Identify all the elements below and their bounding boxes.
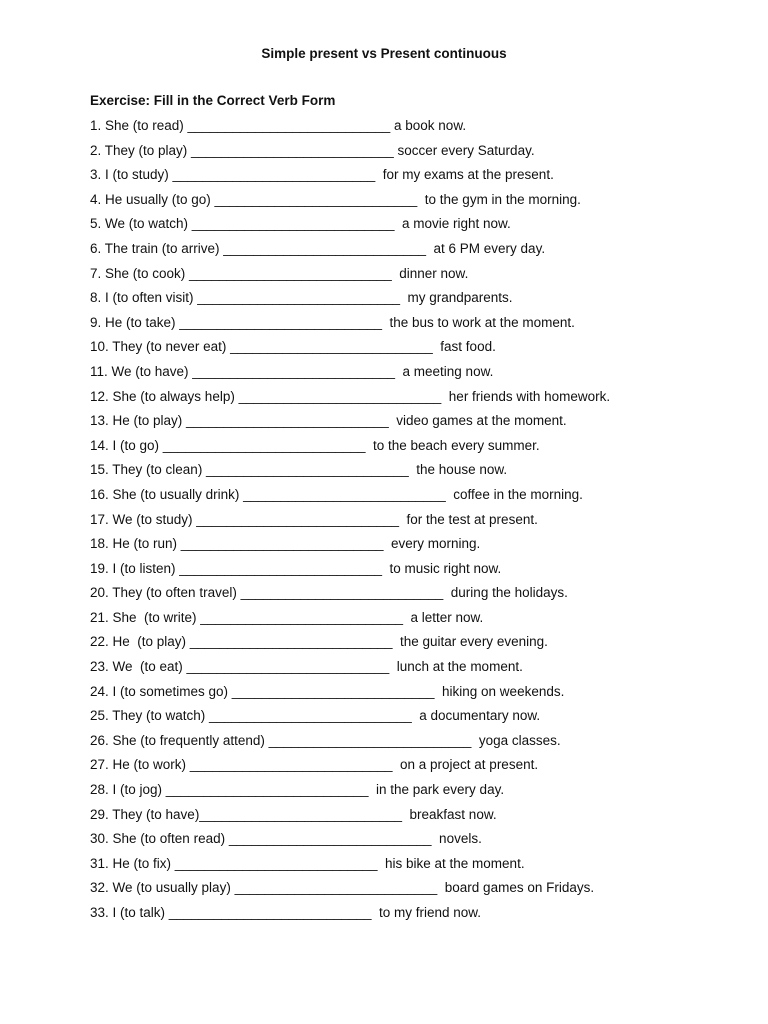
exercise-item: 23. We (to eat) ___________________________ lunch at the moment.	[90, 659, 523, 675]
exercise-item: 24. I (to sometimes go) ___________________________ hiking on weekends.	[90, 683, 565, 699]
exercise-item: 4. He usually (to go) ___________________________ to the gym in the morning.	[90, 191, 581, 207]
exercise-item: 9. He (to take) ___________________________ the bus to work at the moment.	[90, 314, 575, 330]
exercise-item: 13. He (to play) ___________________________ video games at the moment.	[90, 413, 567, 429]
exercise-item: 31. He (to fix) ___________________________ his bike at the moment.	[90, 855, 525, 871]
exercise-item: 16. She (to usually drink) ___________________________ coffee in the morning.	[90, 486, 583, 502]
exercise-item: 1. She (to read) ___________________________ a book now.	[90, 118, 467, 133]
exercise-item: 25. They (to watch) ___________________________ a documentary now.	[90, 708, 541, 724]
exercise-item: 28. I (to jog) ___________________________ in the park every day.	[90, 782, 505, 798]
exercise-item: 26. She (to frequently attend) ___________________________ yoga classes.	[90, 732, 561, 748]
exercise-item: 27. He (to work) ___________________________ on a project at present.	[90, 757, 539, 773]
exercise-item: 29. They (to have)___________________________ breakfast now.	[90, 806, 497, 822]
exercise-item: 8. I (to often visit) ___________________________ my grandparents.	[90, 290, 513, 306]
exercise-item: 2. They (to play) ___________________________ soccer every Saturday.	[90, 142, 535, 158]
exercise-list	[90, 118, 610, 930]
exercise-item: 15. They (to clean) ___________________________ the house now.	[90, 462, 508, 478]
exercise-item: 11. We (to have) ___________________________ a meeting now.	[90, 363, 494, 379]
exercise-item: 17. We (to study) ___________________________ for the test at present.	[90, 511, 538, 527]
page-title: Simple present vs Present continuous	[261, 46, 507, 61]
exercise-item: 12. She (to always help) ___________________________ her friends with homework.	[90, 388, 611, 404]
exercise-item: 21. She (to write) ___________________________ a letter now.	[90, 609, 484, 625]
exercise-item: 5. We (to watch) ___________________________ a movie right now.	[90, 216, 511, 232]
exercise-item: 32. We (to usually play) ___________________________ board games on Fridays.	[90, 880, 595, 896]
exercise-item: 3. I (to study) ___________________________ for my exams at the present.	[90, 167, 554, 183]
exercise-item: 18. He (to run) ___________________________ every morning.	[90, 536, 481, 552]
exercise-item: 30. She (to often read) ___________________________ novels.	[90, 831, 482, 847]
exercise-item: 6. The train (to arrive) ___________________________ at 6 PM every day.	[90, 240, 546, 256]
exercise-item: 19. I (to listen) ___________________________ to music right now.	[90, 560, 502, 576]
exercise-item: 22. He (to play) ___________________________ the guitar every evening.	[90, 634, 548, 650]
exercise-item: 20. They (to often travel) ___________________________ during the holidays.	[90, 585, 568, 601]
exercise-item: 7. She (to cook) ___________________________ dinner now.	[90, 265, 469, 281]
exercise-heading: Exercise: Fill in the Correct Verb Form	[90, 93, 336, 108]
exercise-item: 33. I (to talk) ___________________________ to my friend now.	[90, 905, 482, 920]
exercise-item: 14. I (to go) ___________________________ to the beach every summer.	[90, 437, 540, 453]
exercise-item: 10. They (to never eat) ___________________________ fast food.	[90, 339, 496, 355]
